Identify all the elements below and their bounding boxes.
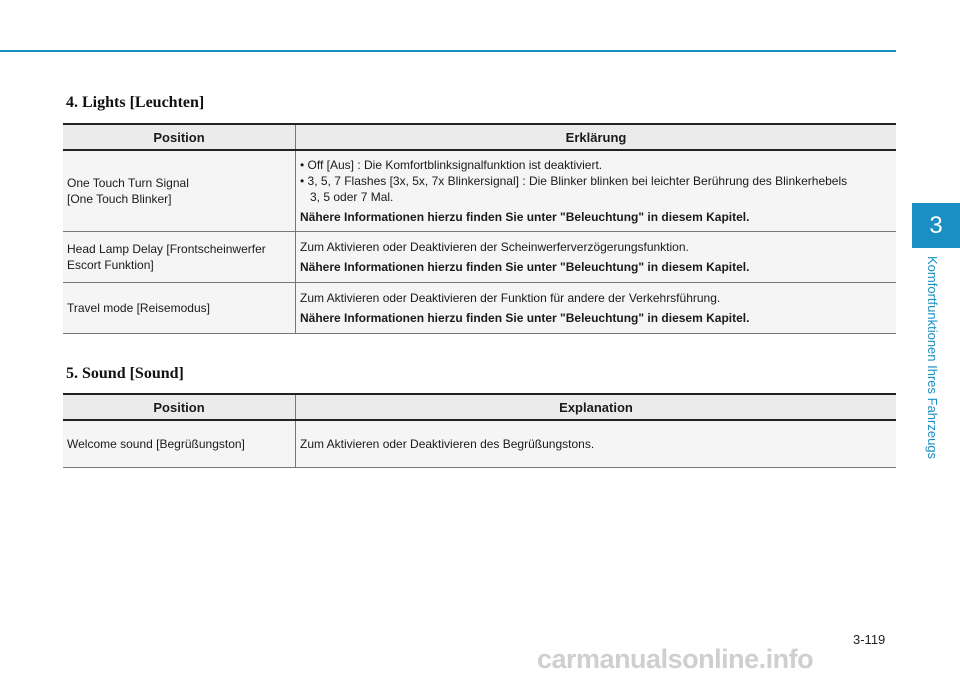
position-line: Head Lamp Delay [Frontscheinwerfer Escort Funktion] (67, 242, 266, 272)
bullet-line-continuation: 3, 5 oder 7 Mal. (310, 190, 394, 204)
table-header-row (63, 124, 896, 150)
top-rule (0, 50, 896, 52)
chapter-label: Komfortfunktionen Ihres Fahrzeugs (925, 256, 940, 460)
row-explanation (296, 150, 897, 232)
table-row (63, 420, 896, 468)
bullet-line: • Off [Aus] : Die Komfortblinksignalfunktion ist deaktiviert. (300, 158, 603, 172)
row-position: Welcome sound [Begrüßungston] (63, 420, 296, 468)
section-5-title: 5. Sound [Sound] (66, 365, 184, 382)
lights-table (63, 123, 896, 334)
watermark-text: carmanualsonline.info (537, 644, 814, 674)
table-header-row (63, 394, 896, 420)
position-line: One Touch Turn Signal [One Touch Blinker] (67, 176, 189, 206)
table-row (63, 283, 896, 334)
reference-note: Nähere Informationen hierzu finden Sie unter "Beleuchtung" in diesem Kapitel. (300, 311, 750, 325)
page-number: 3-119 (853, 632, 886, 647)
header-explanation: Explanation (296, 394, 897, 420)
row-explanation (296, 232, 897, 283)
header-position: Position (63, 124, 296, 150)
row-explanation (296, 283, 897, 334)
table-row (63, 232, 896, 283)
row-position (63, 150, 296, 232)
explanation-text: Zum Aktivieren oder Deaktivieren der Scheinwerferverzögerungsfunktion. (300, 240, 689, 254)
position-line: Travel mode [Reisemodus] (67, 301, 210, 315)
row-position (63, 283, 296, 334)
header-position: Position (63, 394, 296, 420)
row-explanation: Zum Aktivieren oder Deaktivieren des Begrüßungstons. (296, 420, 897, 468)
table-row (63, 150, 896, 232)
reference-note: Nähere Informationen hierzu finden Sie unter "Beleuchtung" in diesem Kapitel. (300, 210, 750, 224)
section-4-title: 4. Lights [Leuchten] (66, 94, 205, 111)
header-explanation: Erklärung (296, 124, 897, 150)
bullet-line: • 3, 5, 7 Flashes [3x, 5x, 7x Blinkersignal] : Die Blinker blinken bei leichter Berührung des Blinkerhebels (300, 174, 848, 188)
chapter-tab: 3 (912, 203, 960, 248)
row-position (63, 232, 296, 283)
reference-note: Nähere Informationen hierzu finden Sie unter "Beleuchtung" in diesem Kapitel. (300, 260, 750, 274)
sound-table (63, 393, 896, 468)
explanation-text: Zum Aktivieren oder Deaktivieren der Funktion für andere der Verkehrsführung. (300, 291, 721, 305)
